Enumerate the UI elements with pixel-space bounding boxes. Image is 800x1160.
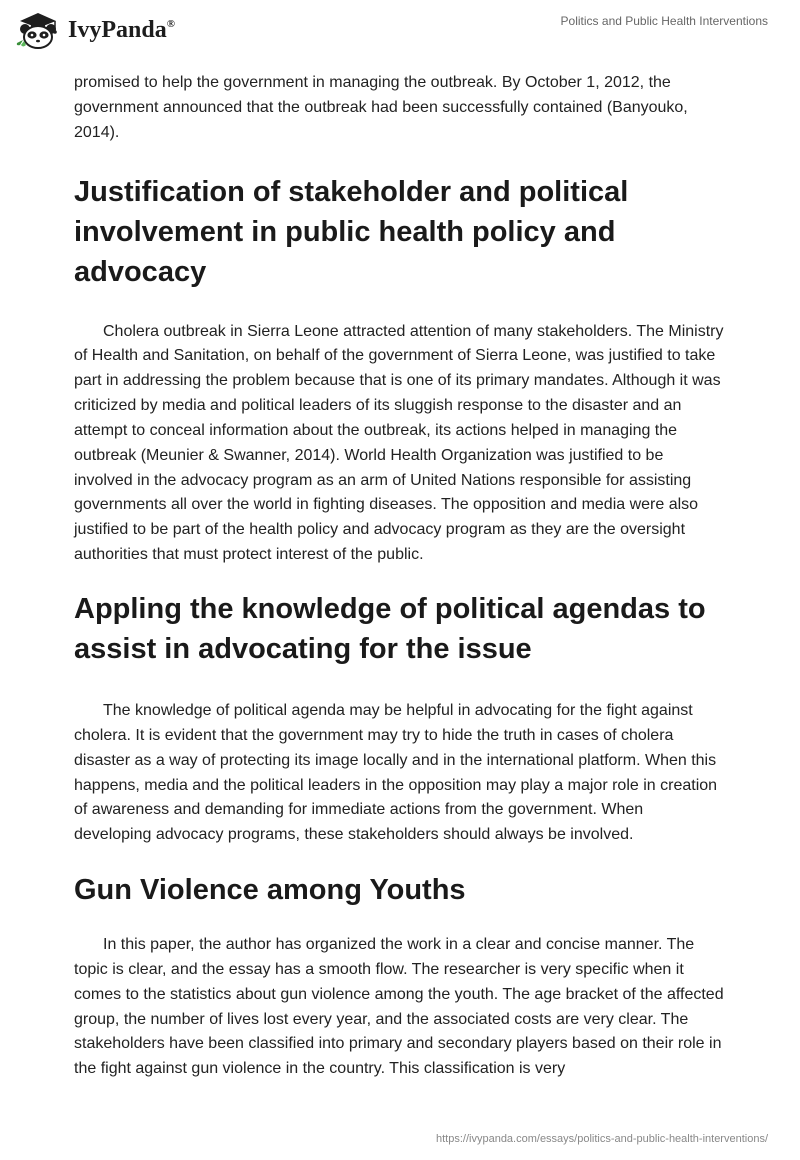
heading-appling: Appling the knowledge of political agendas to assist in advocating for the issue [74,592,706,665]
page-title: Politics and Public Health Interventions [560,14,768,28]
paragraph-intro: promised to help the government in managing the outbreak. By October 1, 2012, the government announced that the outbreak had been successfully contained (Banyouko, 2014). [74,74,688,141]
panda-graduate-icon [14,10,62,50]
paragraph-justification: Cholera outbreak in Sierra Leone attracted attention of many stakeholders. The Ministry of Health and Sanitation, on behalf of the government of Sierra Leone, was justified to take part in addressing the problem because that is one of its primary mandates. Although it was criticized by media and political leaders of its sluggish response to the disaster and an attempt to conceal information about the outbreak, its actions helped in managing the outbreak (Meunier & Swanner, 2014). World Health Organization was justified to be involved in the advocacy program as an arm of United Nations responsible for assisting governments all over the world in fighting diseases. The opposition and media were also justified to be part of the health policy and advocacy program as they are the oversight authorities that must protect interest of the public. [74,322,724,564]
page-header [0,0,800,60]
footer-url[interactable]: https://ivypanda.com/essays/politics-and-public-health-interventions/ [436,1133,768,1145]
brand-text: IvyPanda [68,16,167,43]
logo[interactable] [14,10,175,50]
heading-gun-violence: Gun Violence among Youths [74,874,466,907]
brand-name [68,17,175,44]
paragraph-appling: The knowledge of political agenda may be helpful in advocating for the fight against cholera. It is evident that the government may try to hide the truth in cases of cholera disaster as a way of protecting its image locally and in the international platform. When this happens, media and the political leaders in the opposition may play a major role in creation of awareness and demanding for immediate actions from the government. When developing advocacy programs, these stakeholders should always be involved. [74,701,718,844]
trademark-mark: ® [166,17,175,30]
paragraph-gun-violence: In this paper, the author has organized the work in a clear and concise manner. The topic is clear, and the essay has a smooth flow. The researcher is very specific when it comes to the statistics about gun violence among the youth. The age bracket of the affected group, the number of lives lost every year, and the associated costs are very clear. The stakeholders have been classified into primary and secondary players based on their role in the fight against gun violence in the country. This classification is very [74,936,724,1078]
heading-justification: Justification of stakeholder and political involvement in public health policy and advocacy [74,175,629,288]
article-body [74,71,724,1082]
